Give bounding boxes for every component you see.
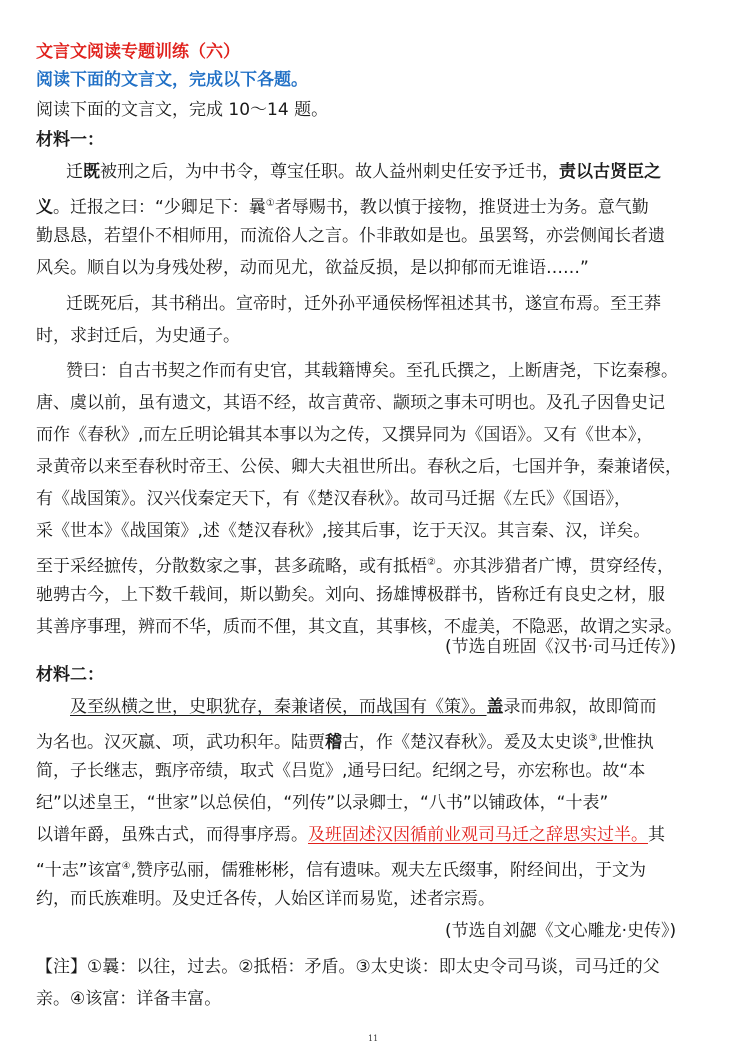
m1-p3-line1: 赞曰：自古书契之作而有史官，其载籍博矣。至孔氏撰之，上断唐尧，下讫秦穆。 bbox=[66, 361, 678, 381]
m2-p1-line6: “十志”该富④,赞序弘丽，儒雅彬彬，信有遗味。观夫左氏缀事，附经间出，于文为 bbox=[36, 860, 646, 881]
m2-p1-line4: 纪”以述皇王，“世家”以总侯伯，“列传”以录卿士，“八书”以铺政体，“十表” bbox=[36, 793, 609, 813]
m2-p1-line1: 及至纵横之世，史职犹存，秦兼诸侯，而战国有《策》。盖录而弗叙，故即简而 bbox=[70, 697, 657, 717]
m2-p1-line5: 以谱年爵，虽殊古式，而得事序焉。及班固述汉因循前业观司马迁之辞思实过半。其 bbox=[36, 825, 665, 845]
m2-source: (节选自刘勰《文心雕龙·史传》) bbox=[445, 921, 677, 941]
m2-p1-line3: 简，子长继志，甄序帝绩，取式《吕览》,通号曰纪。纪纲之号，亦宏称也。故“本 bbox=[36, 761, 646, 781]
m2-p1-line2: 为名也。汉灭嬴、项，武功积年。陆贾稽古，作《楚汉春秋》。爰及太史谈③,世惟执 bbox=[36, 732, 654, 753]
highlighted-sentence: 及班固述汉因循前业观司马迁之辞思实过半。 bbox=[308, 825, 648, 845]
m1-p3-line3: 而作《春秋》,而左丘明论辑其本事以为之传，又撰异同为《国语》。又有《世本》， bbox=[36, 425, 654, 445]
m1-p3-line9: 其善序事理，辨而不华，质而不俚，其文直，其事核，不虚美，不隐恶，故谓之实录。 bbox=[36, 617, 682, 637]
material-two-heading: 材料二： bbox=[36, 665, 104, 685]
m1-p1-line3: 勤恳恳，若望仆不相师用，而流俗人之言。仆非敢如是也。虽罢驽，亦尝侧闻长者遗 bbox=[36, 226, 665, 246]
m1-p3-line8: 驰骋古今，上下数千载间，斯以勤矣。刘向、扬雄博极群书，皆称迁有良史之材，服 bbox=[36, 585, 665, 605]
m1-source: (节选自班固《汉书·司马迁传》) bbox=[445, 637, 677, 657]
m1-p3-line5: 有《战国策》。汉兴伐秦定天下，有《楚汉春秋》。故司马迁据《左氏》《国语》， bbox=[36, 489, 631, 509]
m1-p2-line2: 时，求封迁后，为史通子。 bbox=[36, 326, 240, 346]
m2-p1-line7: 约，而氏族难明。及史迁各传，人始区详而易览，述者宗焉。 bbox=[36, 889, 495, 909]
m1-p3-line6: 采《世本》《战国策》,述《楚汉春秋》,接其后事，讫于天汉。其言秦、汉，详矣。 bbox=[36, 521, 651, 541]
task-line: 阅读下面的文言文，完成 10～14 题。 bbox=[36, 100, 329, 120]
m1-p3-line2: 唐、虞以前，虽有遗文，其语不经，故言黄帝、颛顼之事未可明也。及孔子因鲁史记 bbox=[36, 393, 665, 413]
m1-p3-line4: 录黄帝以来至春秋时帝王、公侯、卿大夫祖世所出。春秋之后，七国并争，秦兼诸侯， bbox=[36, 457, 682, 477]
m1-p1-line4: 风矣。顺自以为身残处秽，动而见尤，欲益反损，是以抑郁而无谁语……” bbox=[36, 258, 589, 278]
m1-p1-line2: 义。迁报之曰：“少卿足下：曩①者辱赐书，教以慎于接物，推贤进士为务。意气勤 bbox=[36, 197, 649, 218]
m1-p3-line7: 至于采经摭传，分散数家之事，甚多疏略，或有抵梧②。亦其涉猎者广博，贯穿经传， bbox=[36, 556, 674, 577]
material-one-heading: 材料一： bbox=[36, 130, 104, 150]
page-title: 文言文阅读专题训练（六） bbox=[36, 42, 240, 62]
m1-p1-line1: 迁既被刑之后，为中书令，尊宝任职。故人益州刺史任安予迁书，责以古贤臣之 bbox=[66, 162, 661, 182]
notes-line1: 【注】①曩：以往，过去。②抵梧：矛盾。③太史谈：即太史令司马谈，司马迁的父 bbox=[36, 957, 660, 977]
page-number: 11 bbox=[368, 1034, 379, 1043]
instruction-heading: 阅读下面的文言文，完成以下各题。 bbox=[36, 70, 308, 90]
notes-line2: 亲。④该富：详备丰富。 bbox=[36, 989, 222, 1009]
m1-p2-line1: 迁既死后，其书稍出。宣帝时，迁外孙平通侯杨恽祖述其书，遂宣布焉。至王莽 bbox=[66, 294, 661, 314]
